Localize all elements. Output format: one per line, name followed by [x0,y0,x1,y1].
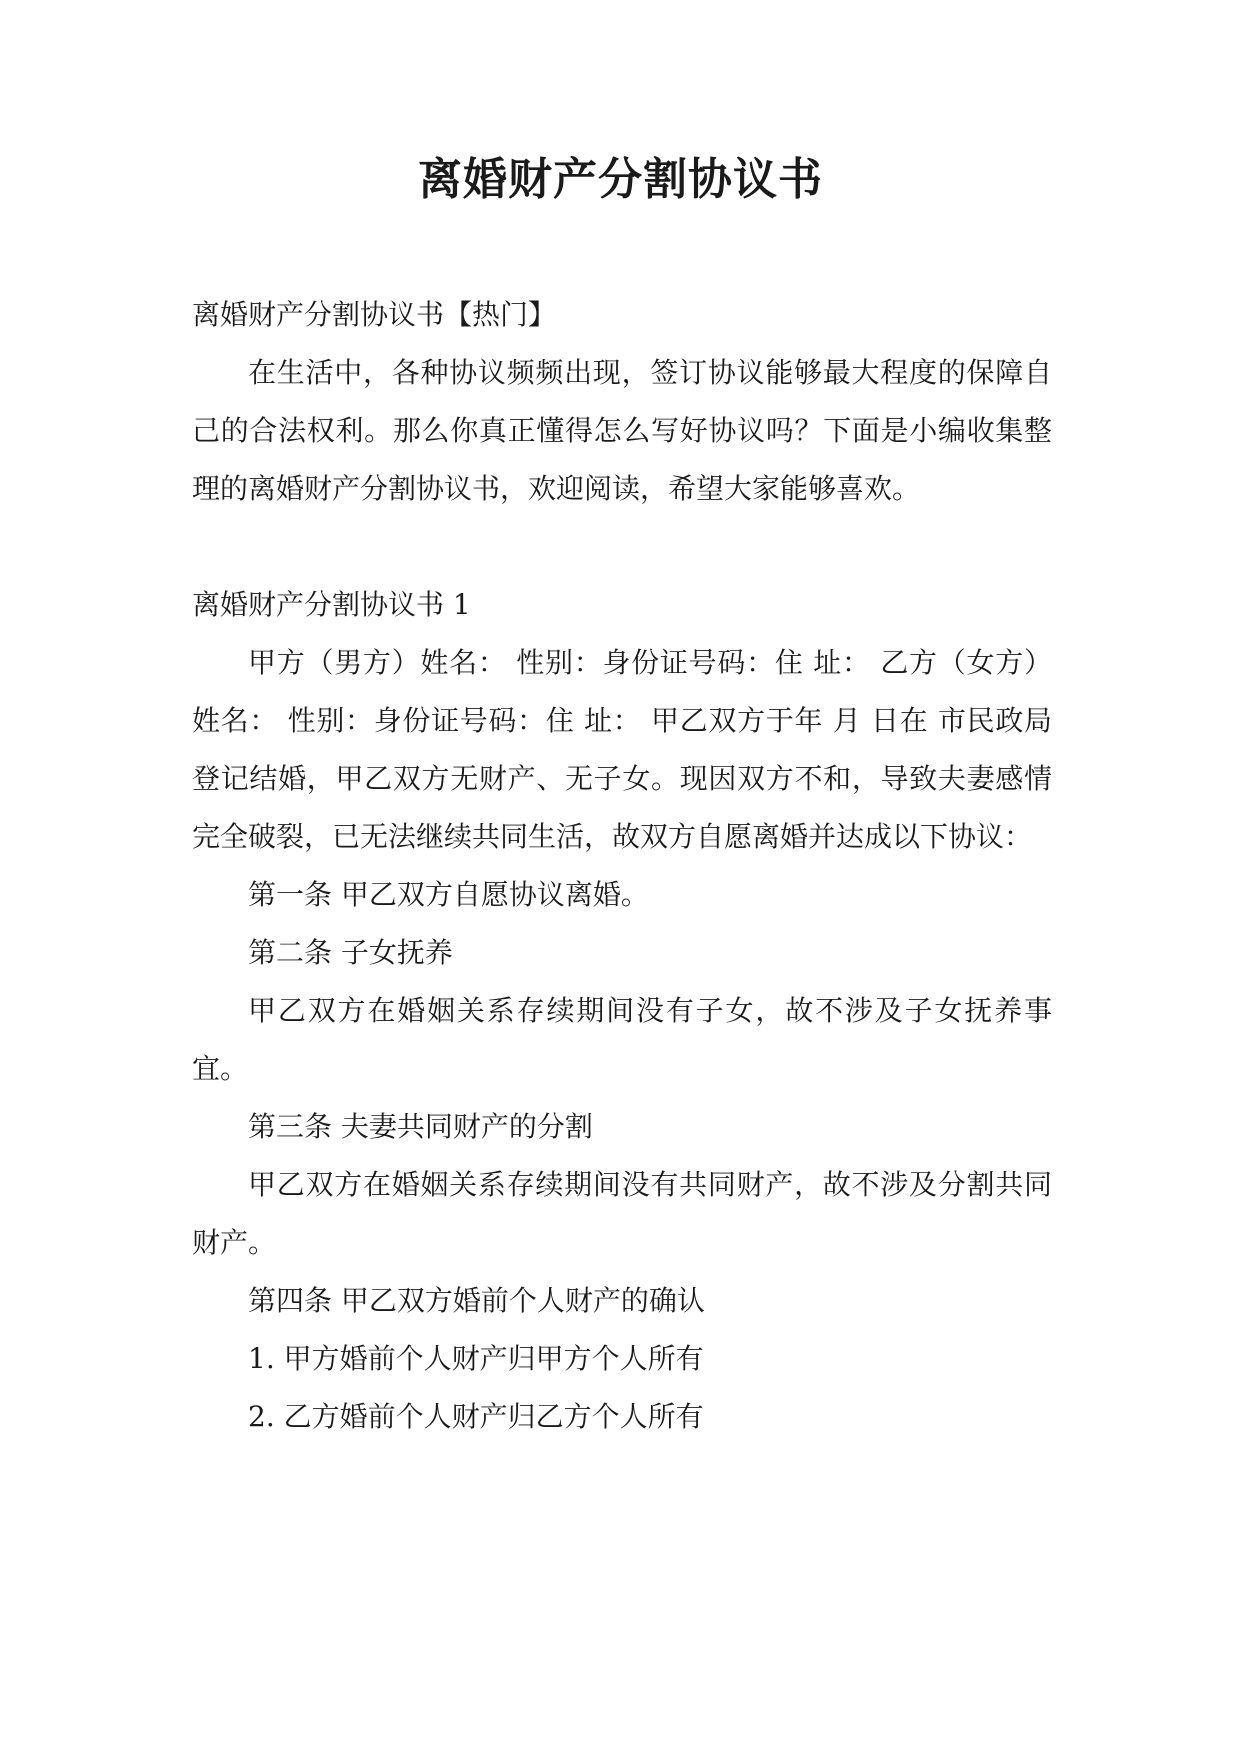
paragraph-parties: 甲方（男方）姓名： 性别：身份证号码：住 址： 乙方（女方）姓名： 性别：身份证号码：住 址： 甲乙双方于年 月 日在 市民政局登记结婚，甲乙双方无财产、无子女。现因双方不和，导致夫妻感情完全破裂，已无法继续共同生活，故双方自愿离婚并达成以下协议： [192,646,1052,853]
article-3-heading: 第三条 夫妻共同财产的分割 [248,1110,593,1143]
paragraph-intro: 在生活中，各种协议频频出现，签订协议能够最大程度的保障自己的合法权利。那么你真正懂得怎么写好协议吗？下面是小编收集整理的离婚财产分割协议书，欢迎阅读，希望大家能够喜欢。 [192,356,1052,505]
article-3-body: 甲乙双方在婚姻关系存续期间没有共同财产，故不涉及分割共同财产。 [192,1168,1052,1259]
article-2-body: 甲乙双方在婚姻关系存续期间没有子女，故不涉及子女抚养事宜。 [192,994,1052,1085]
paragraph-heading: 离婚财产分割协议书【热门】 [192,298,557,331]
article-2-heading: 第二条 子女抚养 [248,936,453,969]
document-body [192,286,1052,1446]
article-1: 第一条 甲乙双方自愿协议离婚。 [248,878,649,911]
article-4-heading: 第四条 甲乙双方婚前个人财产的确认 [248,1284,705,1317]
section-heading: 离婚财产分割协议书 1 [192,588,471,621]
article-4-item-1: 1. 甲方婚前个人财产归甲方个人所有 [248,1342,704,1375]
article-4-item-2: 2. 乙方婚前个人财产归乙方个人所有 [248,1400,704,1433]
document-title: 离婚财产分割协议书 [418,154,823,205]
